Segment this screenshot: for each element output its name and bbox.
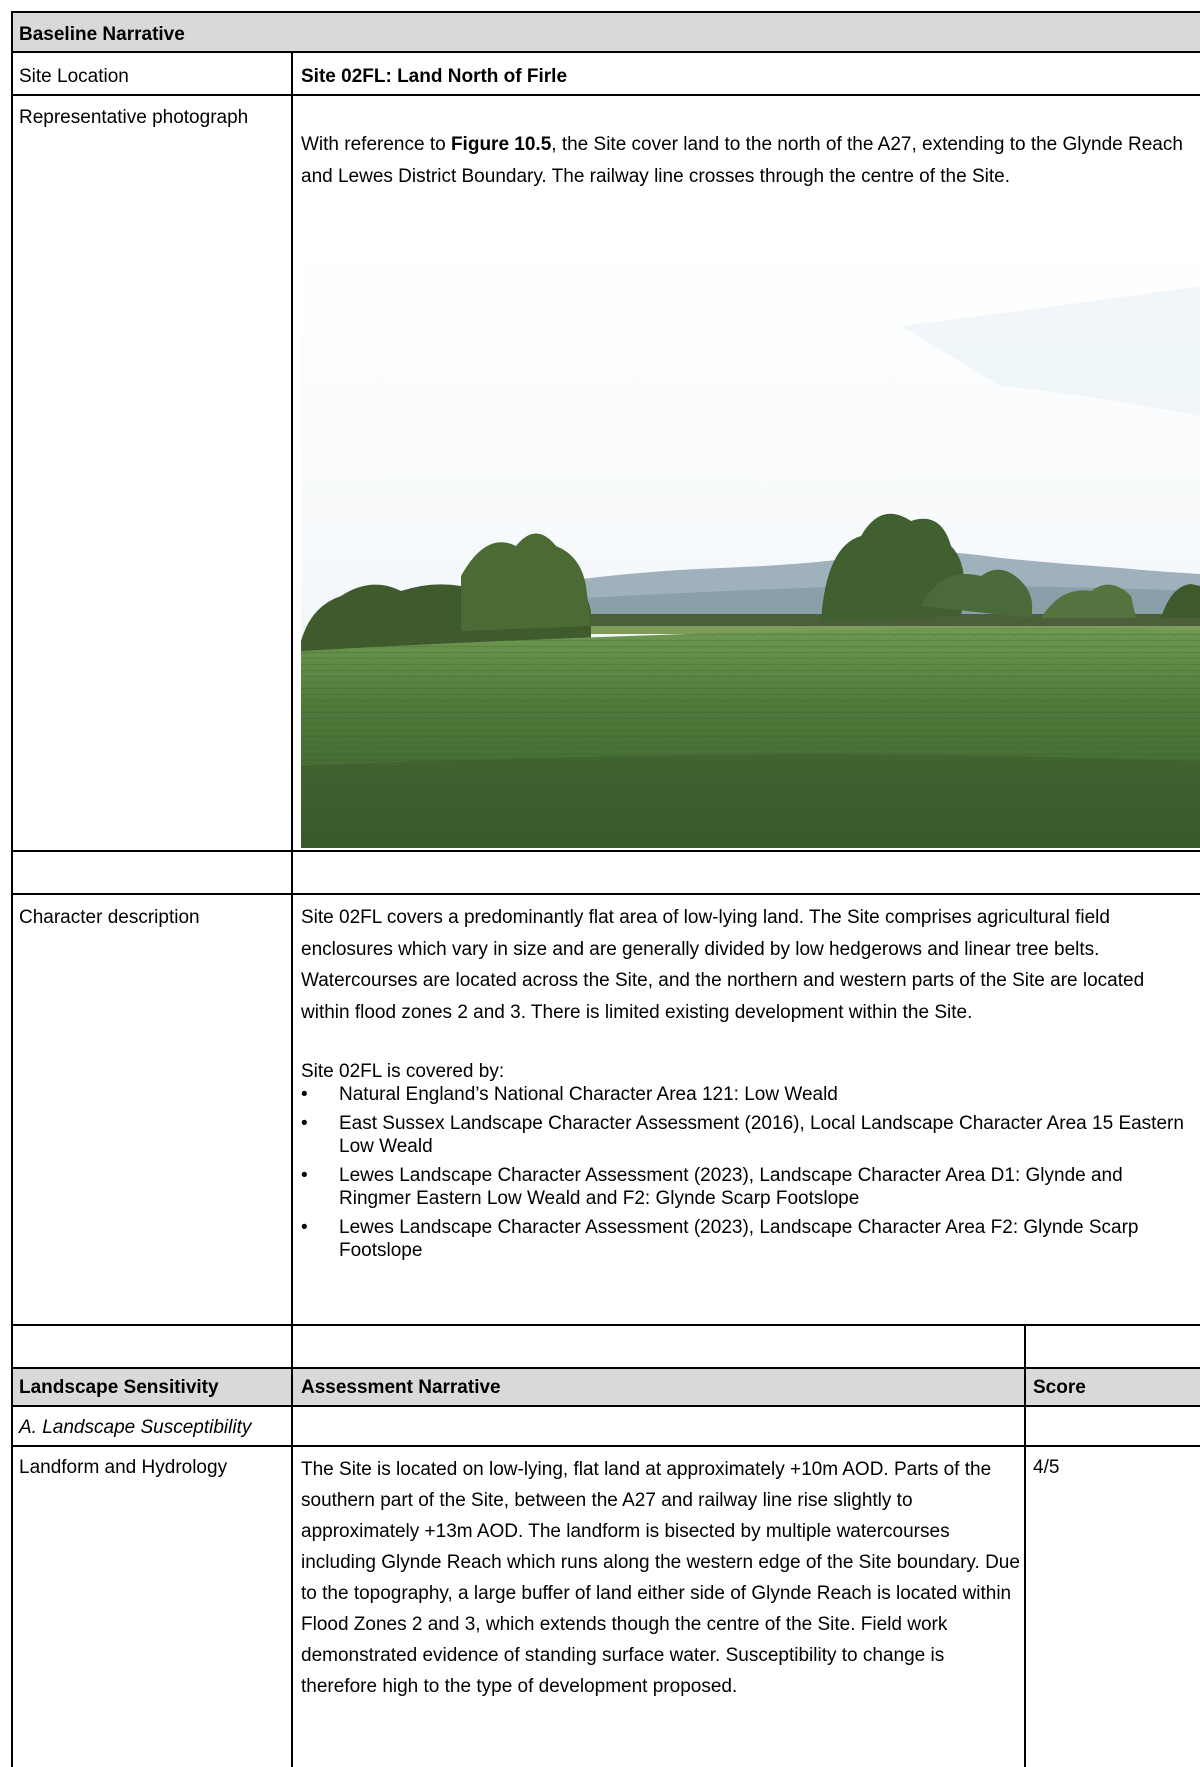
rule [11, 893, 1200, 895]
list-item [301, 1164, 1191, 1210]
rule [1024, 1324, 1026, 1767]
rule [11, 94, 1200, 96]
photo-intro [301, 129, 1196, 193]
column-header-sensitivity: Landscape Sensitivity [19, 1377, 219, 1398]
rule [291, 51, 293, 1767]
photo-intro-after: , the Site cover land to the north of the A27, extending to the Glynde Reach and Lewes District Boundary. The railway line crosses through the centre of the Site. [301, 134, 1183, 187]
bullet-icon: • [301, 1217, 308, 1238]
list-item-text: East Sussex Landscape Character Assessment (2016), Local Landscape Character Area 15 Eastern Low Weald [339, 1113, 1184, 1157]
rule [11, 11, 1200, 13]
rule [11, 850, 1200, 852]
rule [11, 51, 1200, 53]
bullet-icon: • [301, 1113, 308, 1134]
site-location-label: Site Location [19, 66, 129, 87]
column-header-narrative: Assessment Narrative [301, 1377, 501, 1398]
photo-intro-before: With reference to [301, 134, 451, 155]
list-item-text: Lewes Landscape Character Assessment (2023), Landscape Character Area D1: Glynde and Ringmer Eastern Low Weald and F2: Glynde Scarp Footslope [339, 1165, 1123, 1209]
rule [11, 11, 13, 1767]
list-item-text: Natural England’s National Character Area 121: Low Weald [339, 1084, 838, 1105]
rule [11, 1445, 1200, 1447]
rule [11, 1324, 1200, 1326]
landform-label: Landform and Hydrology [19, 1457, 228, 1478]
column-header-score: Score [1033, 1377, 1086, 1398]
bullet-icon: • [301, 1084, 308, 1105]
figure-reference: Figure 10.5 [450, 134, 552, 155]
representative-photograph [301, 246, 1200, 848]
landform-score: 4/5 [1033, 1457, 1060, 1478]
header-shade [11, 12, 1200, 52]
site-location-value: Site 02FL: Land North of Firle [301, 66, 568, 87]
covered-by-intro: Site 02FL is covered by: [301, 1061, 505, 1082]
section-a-heading: A. Landscape Susceptibility [19, 1417, 252, 1438]
character-paragraph: Site 02FL covers a predominantly flat area of low-lying land. The Site comprises agricultural field enclosures which vary in size and are generally divided by low hedgerows and linear tree belts. Watercourses are located across the Site, and the northern and western parts of the Site are located within flood zones 2 and 3. There is limited existing development within the Site. [301, 907, 1145, 1023]
character-area-list [301, 1083, 1191, 1268]
list-item [301, 1083, 1191, 1106]
rule [11, 1405, 1200, 1407]
bullet-icon: • [301, 1165, 308, 1186]
landform-narrative: The Site is located on low-lying, flat land at approximately +10m AOD. Parts of the southern part of the Site, between the A27 and railway line rise slightly to approximately +13m AOD. The landform is bisected by multiple watercourses including Glynde Reach which runs along the western edge of the Site boundary. Due to the topography, a large buffer of land either side of Glynde Reach is located within Flood Zones 2 and 3, which extends though the centre of the Site. Field work demonstrated evidence of standing surface water. Susceptibility to change is therefore high to the type of development proposed. [301, 1459, 1020, 1697]
photo-label: Representative photograph [19, 107, 249, 128]
table-header: Baseline Narrative [19, 24, 185, 45]
list-item-text: Lewes Landscape Character Assessment (2023), Landscape Character Area F2: Glynde Scarp Footslope [339, 1217, 1139, 1261]
list-item [301, 1216, 1191, 1262]
list-item [301, 1112, 1191, 1158]
landscape-photo-image [301, 246, 1200, 848]
rule [11, 1367, 1200, 1369]
character-label: Character description [19, 907, 200, 928]
